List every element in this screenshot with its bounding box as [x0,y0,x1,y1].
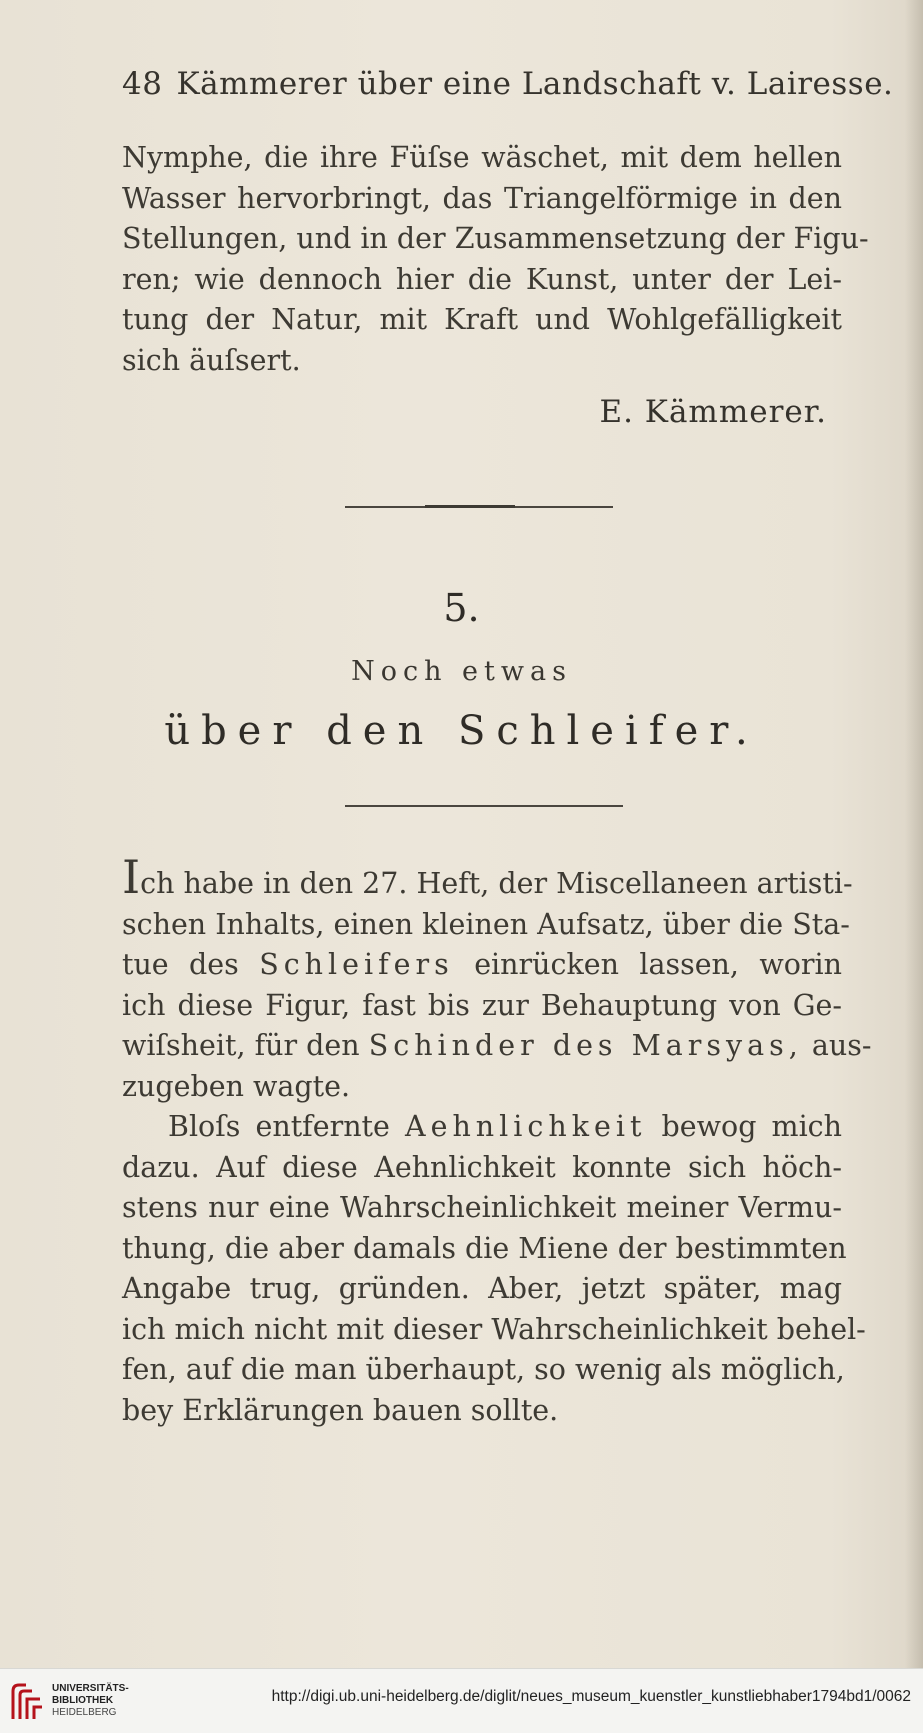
library-name [52,1683,129,1719]
text-span: tue des [122,948,239,981]
text-line: Angabe trug, gründen. Aber, jetzt später, mag [122,1272,842,1305]
text-line [122,945,842,986]
text-span: Bloſs entfernte [168,1110,390,1143]
text-line: zugeben wagte. [122,1069,351,1103]
section-divider [345,506,613,508]
spaced-emphasis: Schinder des Marsyas, [368,1029,803,1062]
library-name-line: HEIDELBERG [52,1707,117,1718]
text-line: Stellungen, und in der Zusammensetzung der Figu- [122,222,869,255]
text-line [122,1026,872,1067]
section-number: 5. [443,586,480,630]
library-name-line: BIBLIOTHEK [52,1695,114,1706]
text-line: stens nur eine Wahrscheinlichkeit meiner Vermu- [122,1191,842,1224]
text-line: bey Erklärungen bauen sollte. [122,1393,559,1427]
paragraph-2 [122,850,872,1431]
text-span: wiſsheit, für den [122,1029,360,1062]
text-line: dazu. Auf diese Aehnlichkeit konnte sich höch- [122,1150,842,1184]
text-line [122,1107,842,1148]
text-span: ch habe in den 27. Heft, der Miscellaneen artisti- [140,867,853,900]
text-line [122,850,853,905]
library-name-line: UNIVERSITÄTS- [52,1683,129,1694]
heading-divider [345,805,623,807]
text-span: bewog mich [661,1110,842,1143]
author-signature: E. Kämmerer. [599,394,827,430]
section-heading-line-1: Noch etwas [351,656,572,687]
text-line: Wasser hervorbringt, das Triangelförmige in den [122,181,842,215]
spaced-emphasis: Schleifers [259,948,454,981]
drop-cap: I [122,850,141,904]
section-heading-line-2: über den Schleifer. [164,708,759,754]
page-edge-shadow [905,0,923,1668]
text-line: schen Inhalts, einen kleinen Aufsatz, über die Sta- [122,907,850,941]
text-line: tung der Natur, mit Kraft und Wohlgefälligkeit [122,303,842,336]
running-head-title: Kämmerer über eine Landschaft v. Lairesse. [176,66,894,102]
source-url-link[interactable]: http://digi.ub.uni-heidelberg.de/diglit/neues_museum_kuenstler_kunstliebhaber1794bd1/0062 [271,1688,911,1705]
text-line: ren; wie dennoch hier die Kunst, unter der Lei- [122,262,842,296]
text-span: aus- [811,1029,872,1062]
spaced-emphasis: Aehnlichkeit [405,1110,647,1143]
page-number: 48 [122,66,163,102]
library-logo-icon [10,1681,44,1721]
paragraph-1 [122,138,869,381]
text-line: thung, die aber damals die Miene der bestimmten [122,1231,847,1265]
text-line: Nymphe, die ihre Füſse wäschet, mit dem hellen [122,141,842,174]
text-line: fen, auf die man überhaupt, so wenig als möglich, [122,1353,845,1386]
text-line: ich diese Figur, fast bis zur Behauptung von Ge- [122,988,842,1022]
text-line: sich äuſsert. [122,343,301,377]
running-head [122,66,893,102]
digitization-footer [0,1668,923,1733]
text-line: ich mich nicht mit dieser Wahrscheinlichkeit behel- [122,1312,866,1346]
text-span: einrücken lassen, worin [474,948,842,981]
